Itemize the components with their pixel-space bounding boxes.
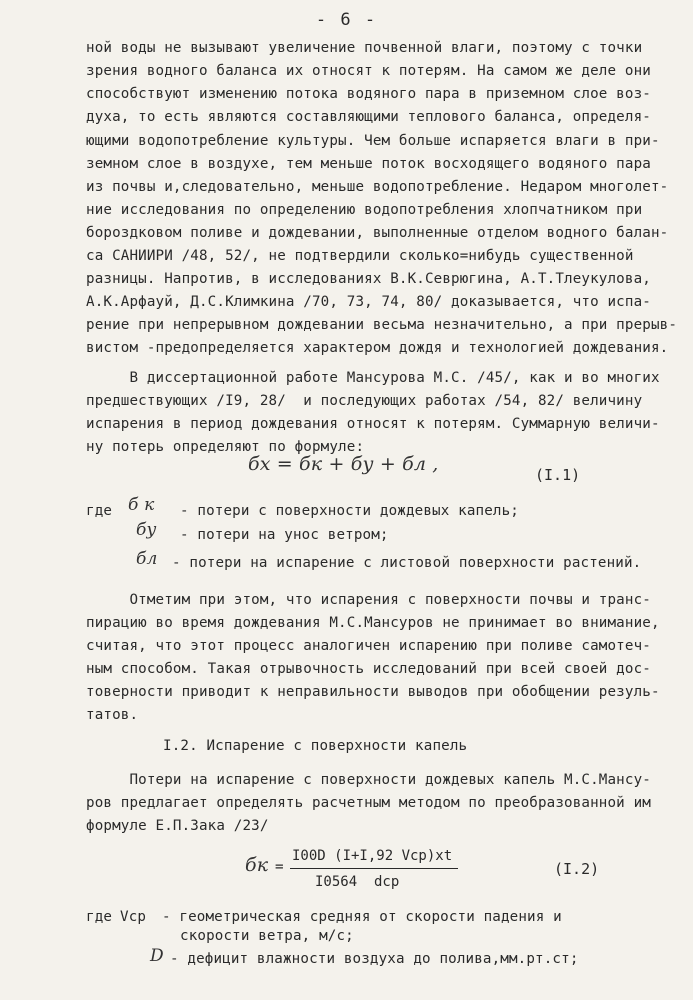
definition-symbol: б к bbox=[128, 495, 155, 515]
text-line: са САНИИРИ /48, 52/, не подтвердили сколько=нибудь существенной bbox=[86, 248, 634, 264]
text-line: предшествующих /I9, 28/ и последующих работах /54, 82/ величину bbox=[86, 393, 643, 409]
text-line: ющими водопотребление культуры. Чем больше испаряется влаги в при- bbox=[86, 133, 660, 149]
definition-text: - потери с поверхности дождевых капель; bbox=[180, 503, 519, 519]
text-line: способствуют изменению потока водяного пара в приземном слое воз- bbox=[86, 86, 651, 102]
text-line: А.К.Арфауй, Д.С.Климкина /70, 73, 74, 80/ доказывается, что испа- bbox=[86, 294, 651, 310]
text-line: испарения в период дождевания относят к потерям. Суммарную величи- bbox=[86, 416, 660, 432]
formula-2-lhs: бк bbox=[245, 854, 269, 876]
formula-2-number: (I.2) bbox=[554, 860, 600, 878]
text-line: рение при непрерывном дождевании весьма незначительно, а при прерыв- bbox=[86, 317, 678, 333]
text-line: Потери на испарение с поверхности дождевых капель М.С.Мансу- bbox=[86, 772, 651, 788]
text-line: зрения водного баланса их относят к потерям. На самом же деле они bbox=[86, 63, 651, 79]
text-line: земном слое в воздухе, тем меньше поток восходящего водяного пара bbox=[86, 156, 651, 172]
text-line: ну потерь определяют по формуле: bbox=[86, 439, 365, 455]
text-line: вистом -предопределяется характером дождя и технологией дождевания. bbox=[86, 340, 669, 356]
text-line: татов. bbox=[86, 707, 139, 723]
formula-2-denominator: I0564 dср bbox=[315, 874, 400, 890]
text-line: ние исследования по определению водопотребления хлопчатником при bbox=[86, 202, 643, 218]
definition-text: - дефицит влажности воздуха до полива,мм.рт.ст; bbox=[170, 951, 579, 967]
text-line: пирацию во время дождевания М.С.Мансуров не принимает во внимание, bbox=[86, 615, 660, 631]
text-line: ров предлагает определять расчетным методом по преобразованной им bbox=[86, 795, 651, 811]
section-heading: I.2. Испарение с поверхности капель bbox=[163, 738, 468, 754]
text-line: ным способом. Такая отрывочность исследований при всей своей дос- bbox=[86, 661, 651, 677]
text-line: разницы. Напротив, в исследованиях В.К.Севрюгина, А.Т.Тлеукулова, bbox=[86, 271, 651, 287]
text-line: ной воды не вызывают увеличение почвенной влаги, поэтому с точки bbox=[86, 40, 643, 56]
text-line: В диссертационной работе Мансурова М.С. /45/, как и во многих bbox=[86, 370, 660, 386]
formula-1-number: (I.1) bbox=[535, 466, 581, 484]
definition-symbol: бу bbox=[136, 520, 157, 540]
formula-2-equals: = bbox=[275, 859, 284, 875]
text-line: духа, то есть являются составляющими теплового баланса, определя- bbox=[86, 109, 651, 125]
page-number: - 6 - bbox=[315, 10, 378, 30]
definition-symbol: Vср bbox=[120, 909, 147, 925]
formula-2-numerator: I00D (I+I,92 Vср)xt bbox=[292, 848, 453, 864]
formula-1: бх = бк + бу + бл , bbox=[248, 453, 439, 475]
definition-symbol: бл bbox=[136, 549, 158, 569]
text-line: считая, что этот процесс аналогичен испарению при поливе самотеч- bbox=[86, 638, 651, 654]
text-line: товерности приводит к неправильности выводов при обобщении резуль- bbox=[86, 684, 660, 700]
text-line: из почвы и,следовательно, меньше водопотребление. Недаром многолет- bbox=[86, 179, 669, 195]
text-line: формуле Е.П.Зака /23/ bbox=[86, 818, 269, 834]
definition-text-cont: скорости ветра, м/с; bbox=[180, 928, 354, 944]
definition-prefix: где bbox=[86, 909, 113, 925]
definition-prefix: где bbox=[86, 503, 113, 519]
fraction-bar bbox=[290, 868, 458, 869]
definition-text: - геометрическая средняя от скорости падения и bbox=[162, 909, 562, 925]
definition-text: - потери на испарение с листовой поверхности растений. bbox=[172, 555, 642, 571]
definition-symbol: D bbox=[150, 946, 164, 966]
text-line: бороздковом поливе и дождевании, выполненные отделом водного балан- bbox=[86, 225, 669, 241]
definition-text: - потери на унос ветром; bbox=[180, 527, 389, 543]
text-line: Отметим при этом, что испарения с поверхности почвы и транс- bbox=[86, 592, 651, 608]
